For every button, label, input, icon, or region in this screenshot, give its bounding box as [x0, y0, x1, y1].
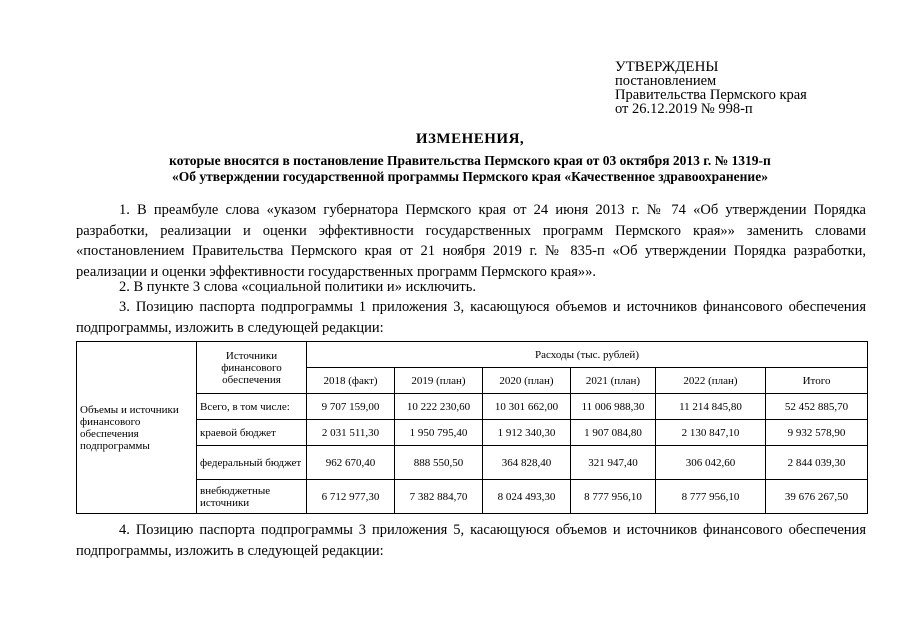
value-cell: 306 042,60 [656, 446, 766, 480]
value-cell: 9 707 159,00 [307, 394, 395, 420]
paragraph-1: 1. В преамбуле слова «указом губернатора Пермского края от 24 июня 2013 г. № 74 «Об утверждении Порядка разработки, реализации и оценки эффективности государственных программ Пермского края»» заменить словами «постановлением Правительства Пермского края от 21 ноября 2019 г. № 835-п «Об утверждении Порядка разработки, реализации и оценки эффективности государственных программ Пермского края»». [76, 202, 866, 280]
value-cell: 8 777 956,10 [571, 480, 656, 514]
approval-line: от 26.12.2019 № 998-п [615, 101, 753, 117]
paragraph-2: 2. В пункте 3 слова «социальной политики и» исключить. [119, 279, 476, 295]
value-cell: 8 024 493,30 [483, 480, 571, 514]
table-subject-cell: Объемы и источники финансового обеспечения подпрограммы [77, 342, 197, 514]
column-header: 2018 (факт) [307, 368, 395, 394]
column-header: Итого [766, 368, 868, 394]
value-cell: 8 777 956,10 [656, 480, 766, 514]
value-cell: 962 670,40 [307, 446, 395, 480]
approval-block [615, 60, 855, 116]
source-cell: федеральный бюджет [197, 446, 307, 480]
source-cell: внебюджетные источники [197, 480, 307, 514]
value-cell: 1 950 795,40 [395, 420, 483, 446]
value-cell: 11 214 845,80 [656, 394, 766, 420]
value-cell: 52 452 885,70 [766, 394, 868, 420]
document-subtitle: которые вносятся в постановление Правительства Пермского края от 03 октября 2013 г. № 1319-п [169, 153, 771, 168]
value-cell: 11 006 988,30 [571, 394, 656, 420]
value-cell: 39 676 267,50 [766, 480, 868, 514]
value-cell: 364 828,40 [483, 446, 571, 480]
finance-table [76, 341, 868, 514]
value-cell: 6 712 977,30 [307, 480, 395, 514]
approval-title: УТВЕРЖДЕНЫ [615, 59, 719, 75]
document-title: ИЗМЕНЕНИЯ, [415, 131, 525, 147]
value-cell: 888 550,50 [395, 446, 483, 480]
approval-line: Правительства Пермского края [615, 87, 807, 103]
value-cell: 1 907 084,80 [571, 420, 656, 446]
value-cell: 7 382 884,70 [395, 480, 483, 514]
value-cell: 10 222 230,60 [395, 394, 483, 420]
value-cell: 9 932 578,90 [766, 420, 868, 446]
value-cell: 10 301 662,00 [483, 394, 571, 420]
value-cell: 1 912 340,30 [483, 420, 571, 446]
source-cell: Всего, в том числе: [197, 394, 307, 420]
column-header: 2020 (план) [483, 368, 571, 394]
sources-header: Источники финансового обеспечения [197, 342, 307, 394]
value-cell: 2 031 511,30 [307, 420, 395, 446]
source-cell: краевой бюджет [197, 420, 307, 446]
column-header: 2019 (план) [395, 368, 483, 394]
paragraph-4: 4. Позицию паспорта подпрограммы 3 приложения 5, касающуюся объемов и источников финансового обеспечения подпрограммы, изложить в следующей редакции: [76, 522, 866, 559]
document-subtitle: «Об утверждении государственной программы Пермского края «Качественное здравоохранение» [172, 169, 768, 184]
column-header: 2021 (план) [571, 368, 656, 394]
value-cell: 2 130 847,10 [656, 420, 766, 446]
value-cell: 321 947,40 [571, 446, 656, 480]
value-cell: 2 844 039,30 [766, 446, 868, 480]
expenses-header: Расходы (тыс. рублей) [307, 342, 868, 368]
table-header-row [77, 342, 868, 368]
paragraph-3: 3. Позицию паспорта подпрограммы 1 приложения 3, касающуюся объемов и источников финансового обеспечения подпрограммы, изложить в следующей редакции: [76, 299, 866, 336]
approval-line: постановлением [615, 73, 717, 89]
column-header: 2022 (план) [656, 368, 766, 394]
